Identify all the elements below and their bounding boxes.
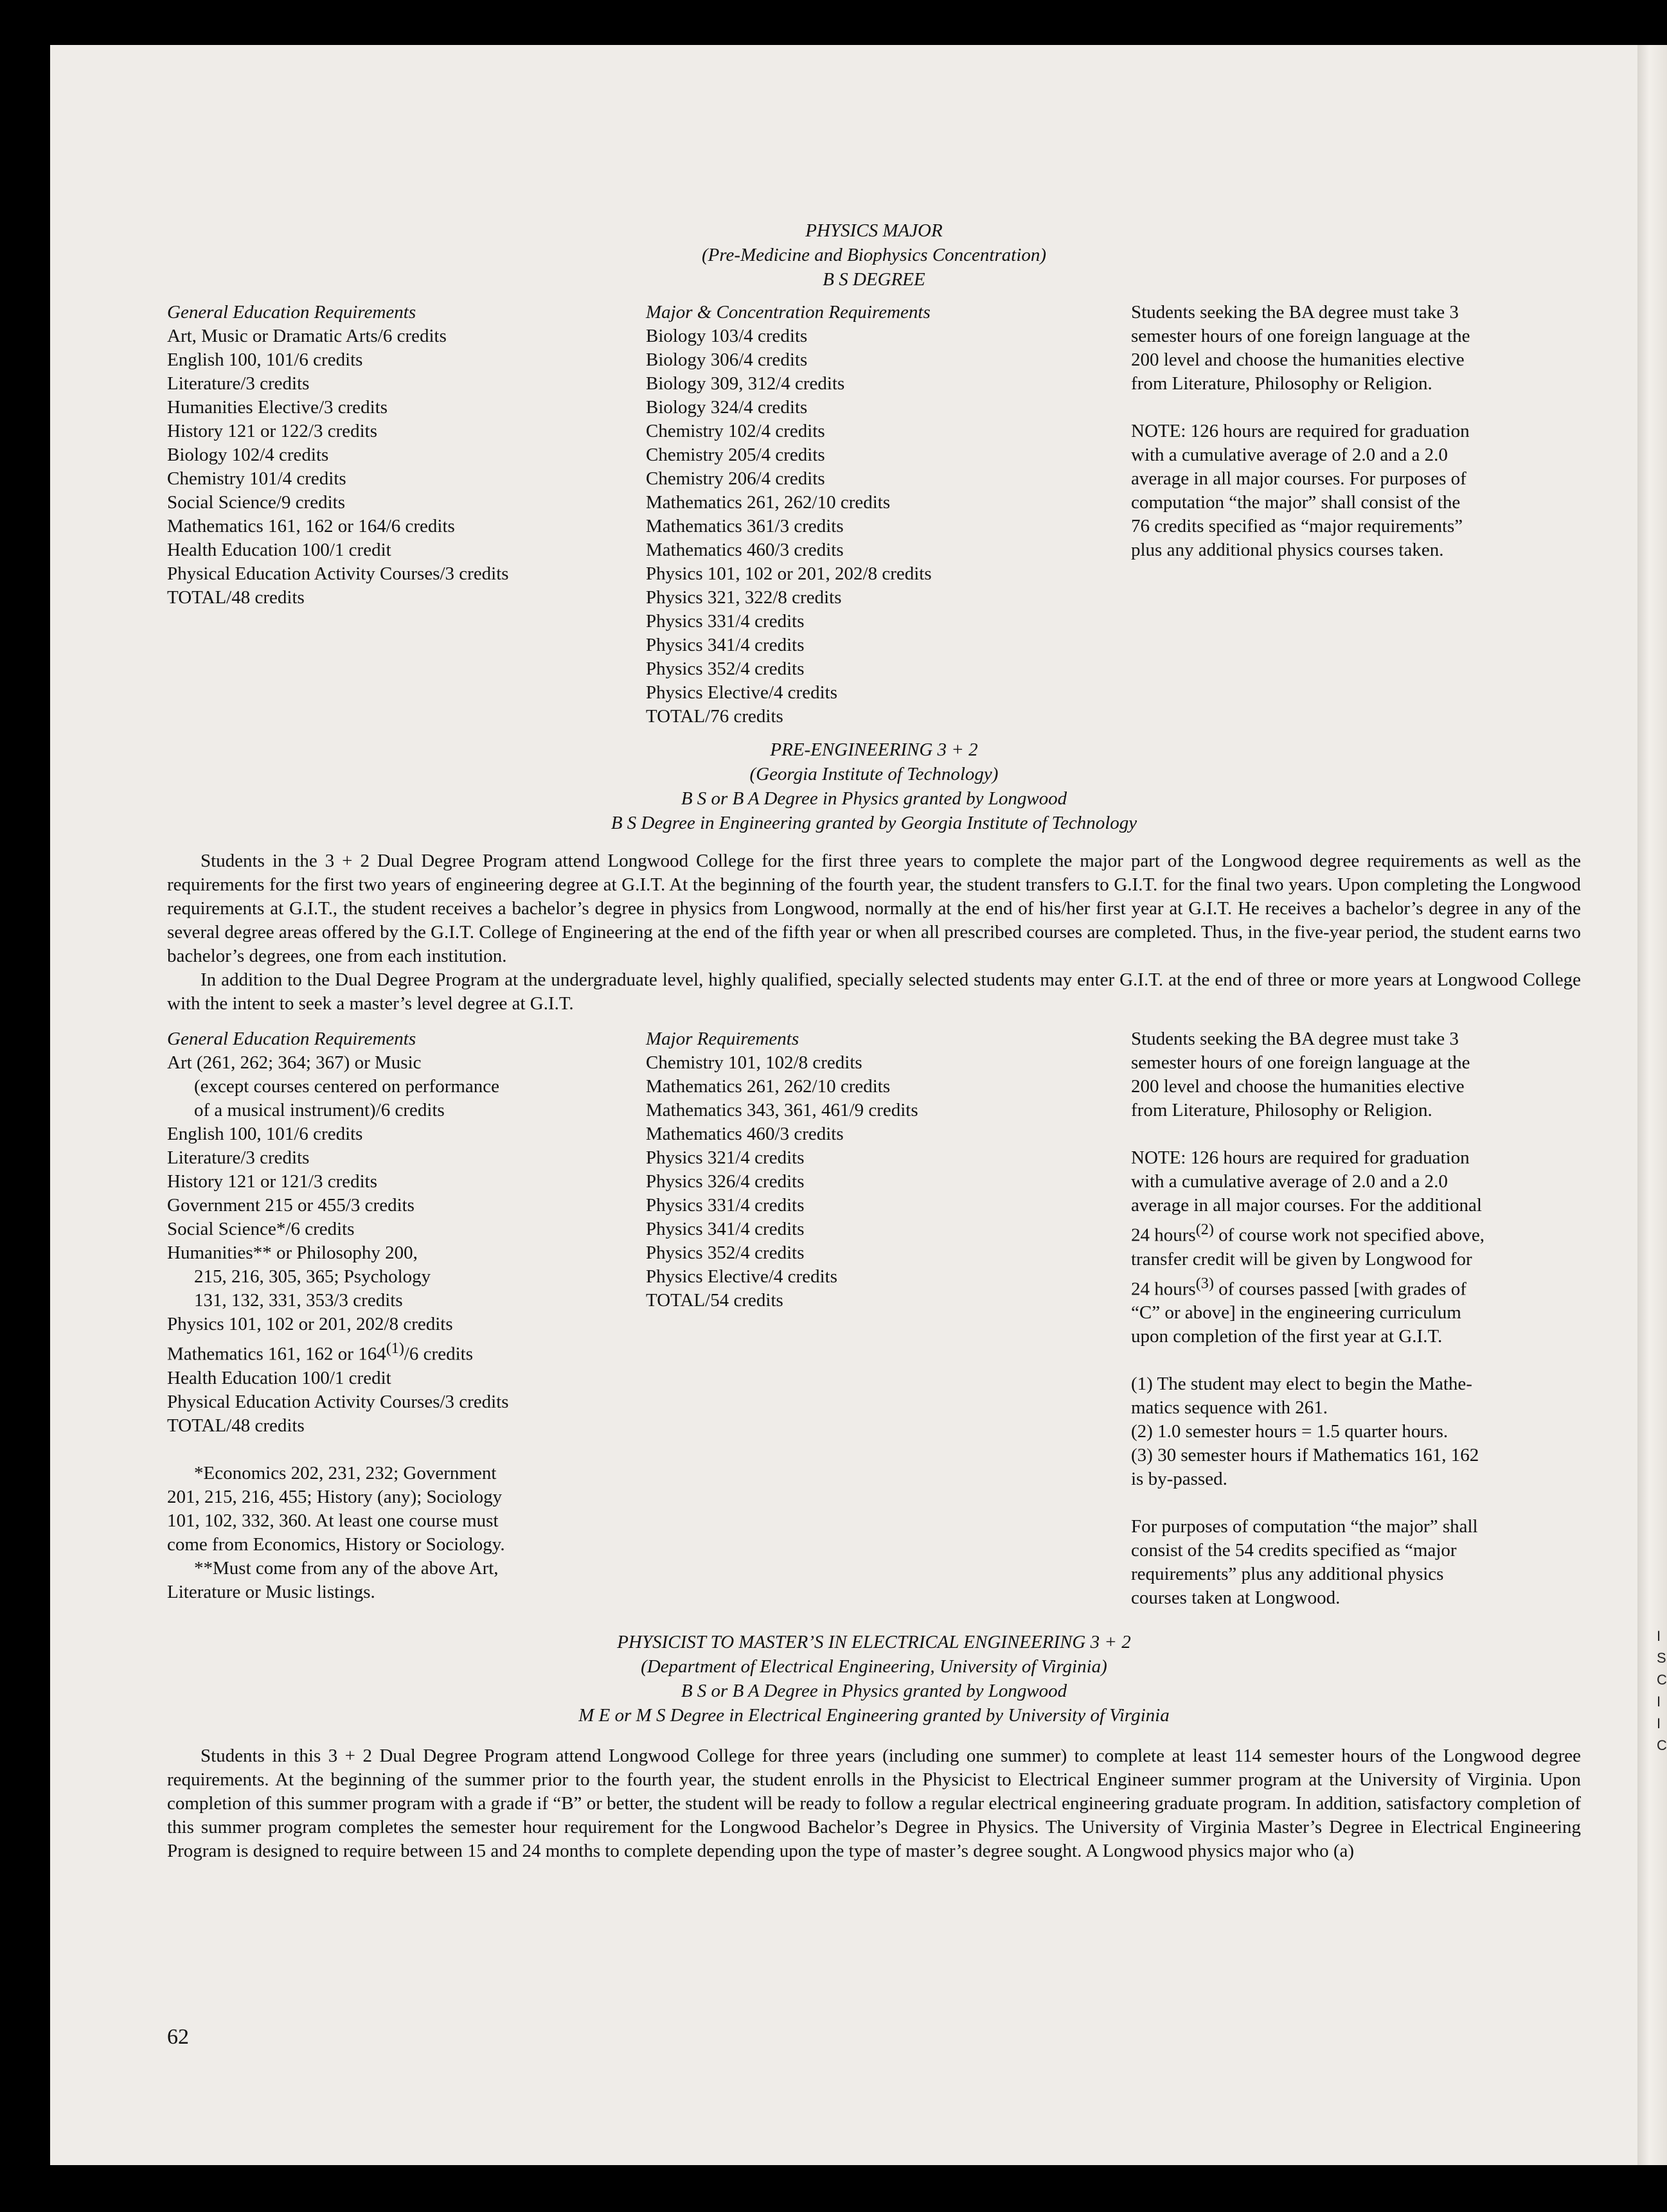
requirement-line: Physics Elective/4 credits bbox=[646, 1266, 837, 1287]
requirement-line: TOTAL/76 credits bbox=[646, 706, 783, 727]
column-heading: General Education Requirements bbox=[167, 302, 416, 323]
requirement-line: Physics 321/4 credits bbox=[646, 1147, 805, 1168]
requirement-line: Physics 331/4 credits bbox=[646, 1195, 805, 1216]
note-line: consist of the 54 credits specified as “major bbox=[1131, 1540, 1457, 1561]
note-line: semester hours of one foreign language at the bbox=[1131, 326, 1470, 346]
requirement-line: Chemistry 205/4 credits bbox=[646, 445, 825, 465]
major-column bbox=[646, 1027, 1109, 1313]
requirement-line bbox=[167, 1336, 643, 1367]
note-line: “C” or above] in the engineering curriculum bbox=[1131, 1302, 1461, 1323]
requirement-line: TOTAL/48 credits bbox=[167, 587, 305, 608]
footnote-marker: (2) bbox=[1195, 1221, 1214, 1238]
section-degree-line: B S or B A Degree in Physics granted by Longwood bbox=[681, 1681, 1067, 1701]
physics-major-section bbox=[167, 218, 1581, 738]
note-line: from Literature, Philosophy or Religion. bbox=[1131, 373, 1432, 394]
footnote-line: (3) 30 semester hours if Mathematics 161, 162 bbox=[1131, 1445, 1479, 1466]
requirement-line: Biology 324/4 credits bbox=[646, 397, 808, 418]
note-line: from Literature, Philosophy or Religion. bbox=[1131, 1100, 1432, 1120]
requirement-line: History 121 or 121/3 credits bbox=[167, 1171, 378, 1192]
pre-engineering-columns bbox=[167, 1027, 1581, 1630]
adjacent-page-edge bbox=[1637, 45, 1667, 2165]
paragraph: In addition to the Dual Degree Program at the undergraduate level, highly qualified, specially selected students may enter G.I.T. at the end of three or more years at Longwood College with the intent to seek a master’s level degree at G.I.T. bbox=[167, 969, 1581, 1014]
note-line: 200 level and choose the humanities elective bbox=[1131, 1076, 1465, 1097]
physicist-ee-heading bbox=[167, 1630, 1581, 1728]
requirement-line: Chemistry 206/4 credits bbox=[646, 468, 825, 489]
requirement-line: Mathematics 261, 262/10 credits bbox=[646, 1076, 891, 1097]
section-degree-line: B S or B A Degree in Physics granted by Longwood bbox=[681, 788, 1067, 809]
footnote-line: matics sequence with 261. bbox=[1131, 1397, 1328, 1419]
requirement-line: Biology 103/4 credits bbox=[646, 326, 808, 346]
text-span: 24 hours bbox=[1131, 1225, 1196, 1246]
pre-engineering-heading bbox=[167, 738, 1581, 835]
note-line: plus any additional physics courses taken. bbox=[1131, 540, 1444, 560]
requirement-line: TOTAL/54 credits bbox=[646, 1290, 783, 1311]
requirement-line: of a musical instrument)/6 credits bbox=[194, 1100, 445, 1120]
requirement-line: Physical Education Activity Courses/3 credits bbox=[167, 563, 509, 584]
notes-column bbox=[1131, 1027, 1581, 1610]
requirement-line: Physics 341/4 credits bbox=[646, 1219, 805, 1239]
physics-major-columns bbox=[167, 301, 1581, 738]
adjacent-page-letters bbox=[1657, 1625, 1666, 1756]
note-line: Students seeking the BA degree must take 3 bbox=[1131, 1029, 1459, 1049]
requirement-line: Chemistry 102/4 credits bbox=[646, 421, 825, 441]
edge-letter: C bbox=[1657, 1672, 1667, 1688]
requirement-line: Health Education 100/1 credit bbox=[167, 1367, 391, 1388]
requirement-line: History 121 or 122/3 credits bbox=[167, 421, 378, 441]
gen-ed-column bbox=[167, 1027, 643, 1604]
footnote-line: **Must come from any of the above Art, bbox=[194, 1557, 499, 1579]
requirement-line: Social Science*/6 credits bbox=[167, 1219, 355, 1239]
section-subtitle: (Pre-Medicine and Biophysics Concentration) bbox=[701, 245, 1047, 265]
requirement-line: Physics 331/4 credits bbox=[646, 611, 805, 632]
requirement-line: Biology 102/4 credits bbox=[167, 445, 329, 465]
requirement-line: Physical Education Activity Courses/3 credits bbox=[167, 1391, 509, 1412]
edge-letter: S bbox=[1657, 1650, 1666, 1666]
requirement-line: Literature/3 credits bbox=[167, 1147, 310, 1168]
note-line: For purposes of computation “the major” shall bbox=[1131, 1516, 1478, 1537]
requirement-line: Literature/3 credits bbox=[167, 373, 310, 394]
note-line: requirements” plus any additional physics bbox=[1131, 1564, 1444, 1585]
requirement-line: Social Science/9 credits bbox=[167, 492, 346, 513]
requirement-line: TOTAL/48 credits bbox=[167, 1415, 305, 1436]
requirement-line: Mathematics 460/3 credits bbox=[646, 540, 844, 560]
footnote-line: 201, 215, 216, 455; History (any); Sociology bbox=[167, 1486, 503, 1507]
section-subtitle: (Department of Electrical Engineering, University of Virginia) bbox=[641, 1656, 1107, 1677]
requirement-line: Mathematics 343, 361, 461/9 credits bbox=[646, 1100, 918, 1120]
note-line: with a cumulative average of 2.0 and a 2.0 bbox=[1131, 445, 1448, 465]
requirement-line: Art (261, 262; 364; 367) or Music bbox=[167, 1052, 422, 1073]
footnote-line: come from Economics, History or Sociology. bbox=[167, 1534, 505, 1555]
section-subtitle: (Georgia Institute of Technology) bbox=[749, 764, 999, 784]
note-line: upon completion of the first year at G.I.T. bbox=[1131, 1326, 1443, 1347]
text-span: /6 credits bbox=[404, 1343, 473, 1365]
requirement-line: Mathematics 460/3 credits bbox=[646, 1124, 844, 1144]
requirement-line: Physics 341/4 credits bbox=[646, 635, 805, 655]
notes-column bbox=[1131, 301, 1581, 562]
text-span: Mathematics 161, 162 or 164 bbox=[167, 1343, 386, 1365]
edge-letter: I bbox=[1657, 1694, 1661, 1710]
note-line: NOTE: 126 hours are required for graduation bbox=[1131, 1147, 1470, 1168]
section-title: PHYSICIST TO MASTER’S IN ELECTRICAL ENGINEERING 3 + 2 bbox=[617, 1632, 1131, 1652]
pre-engineering-text bbox=[167, 849, 1581, 1016]
edge-letter: I bbox=[1657, 1715, 1661, 1731]
gen-ed-column bbox=[167, 301, 643, 610]
column-heading: General Education Requirements bbox=[167, 1029, 416, 1049]
footnote-line: (1) The student may elect to begin the Mathe- bbox=[1131, 1374, 1472, 1395]
section-degree-line: B S Degree in Engineering granted by Georgia Institute of Technology bbox=[611, 813, 1137, 833]
note-line: average in all major courses. For the additional bbox=[1131, 1195, 1482, 1216]
footnote-line: Literature or Music listings. bbox=[167, 1581, 375, 1602]
page-number: 62 bbox=[167, 2025, 189, 2049]
paragraph: Students in the 3 + 2 Dual Degree Program attend Longwood College for the first three years to complete the major part of the Longwood degree requirements as well as the requirements for the first two years of engineering degree at G.I.T. At the beginning of the fourth year, the student transfers to G.I.T. for the final two years. Upon completing the Longwood requirements at G.I.T., the student receives a bachelor’s degree in physics from Longwood, normally at the end of his/her first year at G.I.T. He receives a bachelor’s degree in any of the several degree areas offered by the G.I.T. College of Engineering at the end of the fifth year or when all prescribed courses are completed. Thus, in the five-year period, the student earns two bachelor’s degrees, one from each institution. bbox=[167, 851, 1581, 966]
note-line: with a cumulative average of 2.0 and a 2.0 bbox=[1131, 1171, 1448, 1192]
requirement-line: 131, 132, 331, 353/3 credits bbox=[194, 1290, 403, 1311]
requirement-line: Humanities Elective/3 credits bbox=[167, 397, 388, 418]
section-degree-line: M E or M S Degree in Electrical Engineering granted by University of Virginia bbox=[578, 1705, 1170, 1726]
major-column bbox=[646, 301, 1109, 729]
footnote-line: *Economics 202, 231, 232; Government bbox=[194, 1462, 497, 1483]
text-span: of courses passed [with grades of bbox=[1213, 1279, 1466, 1300]
note-line: average in all major courses. For purposes of bbox=[1131, 468, 1466, 489]
requirement-line: Mathematics 161, 162 or 164/6 credits bbox=[167, 516, 455, 536]
requirement-line: Health Education 100/1 credit bbox=[167, 540, 391, 560]
physicist-ee-section bbox=[167, 1630, 1581, 1863]
requirement-line: English 100, 101/6 credits bbox=[167, 1124, 363, 1144]
ba-note bbox=[1131, 1027, 1581, 1122]
requirement-line: Physics 352/4 credits bbox=[646, 1243, 805, 1263]
note-line: transfer credit will be given by Longwood for bbox=[1131, 1248, 1472, 1270]
requirement-line: 215, 216, 305, 365; Psychology bbox=[194, 1266, 431, 1287]
footnote-line: is by-passed. bbox=[1131, 1469, 1227, 1490]
note-line: courses taken at Longwood. bbox=[1131, 1588, 1341, 1609]
requirement-line: Physics 326/4 credits bbox=[646, 1171, 805, 1192]
requirement-line: Humanities** or Philosophy 200, bbox=[167, 1243, 418, 1263]
requirement-line: Mathematics 361/3 credits bbox=[646, 516, 844, 536]
footnote-marker: (3) bbox=[1195, 1274, 1214, 1292]
note-line: Students seeking the BA degree must take 3 bbox=[1131, 302, 1459, 323]
physicist-ee-text bbox=[167, 1744, 1581, 1863]
section-title: PRE-ENGINEERING 3 + 2 bbox=[770, 739, 978, 760]
footnote-line: (2) 1.0 semester hours = 1.5 quarter hours. bbox=[1131, 1421, 1449, 1442]
requirement-line: Physics 321, 322/8 credits bbox=[646, 587, 842, 608]
text-span: of course work not specified above, bbox=[1213, 1225, 1485, 1246]
section-title: PHYSICS MAJOR bbox=[805, 220, 943, 241]
requirement-line: Physics Elective/4 credits bbox=[646, 682, 837, 703]
requirement-line: (except courses centered on performance bbox=[194, 1076, 500, 1097]
requirement-line: Mathematics 261, 262/10 credits bbox=[646, 492, 891, 513]
requirement-line: Biology 306/4 credits bbox=[646, 349, 808, 370]
note-line bbox=[1131, 1217, 1581, 1248]
note-line: semester hours of one foreign language at the bbox=[1131, 1052, 1470, 1073]
requirement-line: Government 215 or 455/3 credits bbox=[167, 1195, 415, 1216]
requirement-line: English 100, 101/6 credits bbox=[167, 349, 363, 370]
requirement-line: Physics 352/4 credits bbox=[646, 659, 805, 679]
requirement-line: Art, Music or Dramatic Arts/6 credits bbox=[167, 326, 447, 346]
footnote-line: 101, 102, 332, 360. At least one course must bbox=[167, 1510, 499, 1531]
note-line: computation “the major” shall consist of the bbox=[1131, 492, 1461, 513]
note-line: 76 credits specified as “major requirements” bbox=[1131, 516, 1463, 536]
paragraph: Students in this 3 + 2 Dual Degree Program attend Longwood College for three years (including one summer) to complete at least 114 semester hours of the Longwood degree requirements. At the beginning of the summer prior to the fourth year, the student enrolls in the Physicist to Electrical Engineer summer program at the University of Virginia. Upon completion of this summer program with a grade if “B” or better, the student will be ready to follow a regular electrical engineering graduate program. In addition, satisfactory completion of this summer program completes the semester hour requirement for the Longwood Bachelor’s Degree in Physics. The University of Virginia Master’s Degree in Electrical Engineering Program is designed to require between 15 and 24 months to complete depending upon the type of master’s degree sought. A Longwood physics major who (a) bbox=[167, 1746, 1581, 1861]
requirement-line: Chemistry 101, 102/8 credits bbox=[646, 1052, 862, 1073]
note-line: 200 level and choose the humanities elective bbox=[1131, 349, 1465, 370]
pre-engineering-section bbox=[167, 738, 1581, 1630]
text-span: 24 hours bbox=[1131, 1279, 1196, 1300]
edge-letter: I bbox=[1657, 1628, 1661, 1644]
requirement-line: Chemistry 101/4 credits bbox=[167, 468, 346, 489]
physics-major-heading bbox=[167, 218, 1581, 292]
note-line bbox=[1131, 1271, 1581, 1302]
column-heading: Major Requirements bbox=[646, 1029, 799, 1049]
edge-letter: C bbox=[1657, 1737, 1667, 1753]
requirement-line: Physics 101, 102 or 201, 202/8 credits bbox=[646, 563, 932, 584]
requirement-line: Physics 101, 102 or 201, 202/8 credits bbox=[167, 1314, 453, 1334]
requirement-line: Biology 309, 312/4 credits bbox=[646, 373, 845, 394]
section-degree: B S DEGREE bbox=[823, 269, 925, 290]
column-heading: Major & Concentration Requirements bbox=[646, 302, 931, 323]
footnote-marker: (1) bbox=[386, 1340, 404, 1357]
page-content bbox=[167, 218, 1581, 1863]
note-line: NOTE: 126 hours are required for graduation bbox=[1131, 421, 1470, 441]
